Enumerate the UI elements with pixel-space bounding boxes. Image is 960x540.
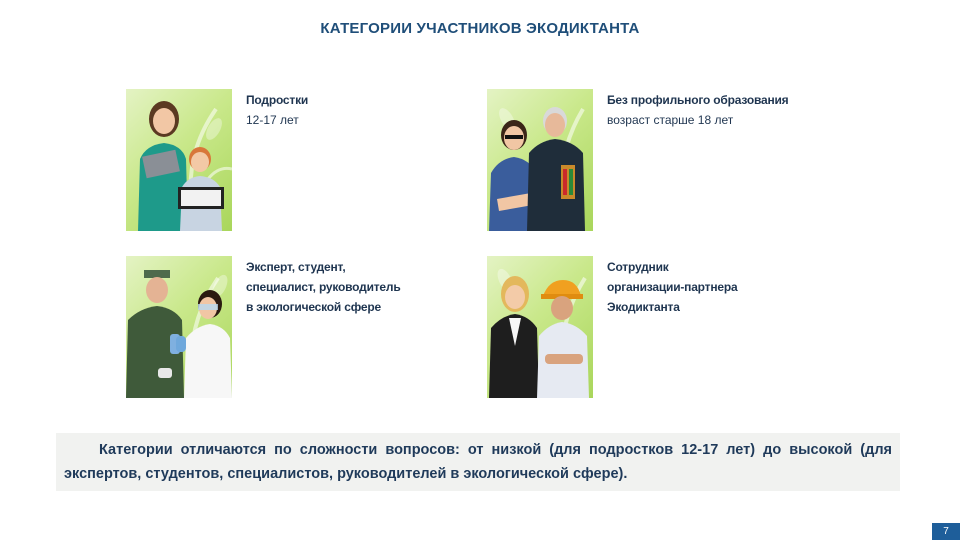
category-title: Подростки xyxy=(246,93,309,107)
category-caption xyxy=(607,90,847,130)
category-title-line: Экодиктанта xyxy=(607,300,680,314)
adults-photo xyxy=(487,89,593,231)
category-subtitle: возраст старше 18 лет xyxy=(607,113,734,127)
category-card-no-profile xyxy=(487,89,827,234)
category-caption xyxy=(607,257,847,317)
teenagers-photo xyxy=(126,89,232,231)
page-title: КАТЕГОРИИ УЧАСТНИКОВ ЭКОДИКТАНТА xyxy=(320,20,640,37)
category-title-line: организации-партнера xyxy=(607,280,738,294)
partners-photo xyxy=(487,256,593,398)
category-title-line: специалист, руководитель xyxy=(246,280,401,294)
experts-photo xyxy=(126,256,232,398)
summary-note xyxy=(56,433,900,491)
category-card-experts xyxy=(126,256,466,401)
summary-text: Категории отличаются по сложности вопросов: от низкой (для подростков 12-17 лет) до высокой (для экспертов, студентов, специалистов, руководителей в экологической сфере). xyxy=(64,442,892,482)
category-card-partners xyxy=(487,256,827,401)
category-subtitle: 12-17 лет xyxy=(246,113,299,127)
category-card-teenagers xyxy=(126,89,466,234)
category-title-line: Сотрудник xyxy=(607,260,669,274)
category-title-line: Эксперт, студент, xyxy=(246,260,346,274)
category-title: Без профильного образования xyxy=(607,93,789,107)
category-caption xyxy=(246,257,486,317)
category-caption xyxy=(246,90,486,130)
page-number-badge: 7 xyxy=(932,523,960,540)
category-title-line: в экологической сфере xyxy=(246,300,381,314)
